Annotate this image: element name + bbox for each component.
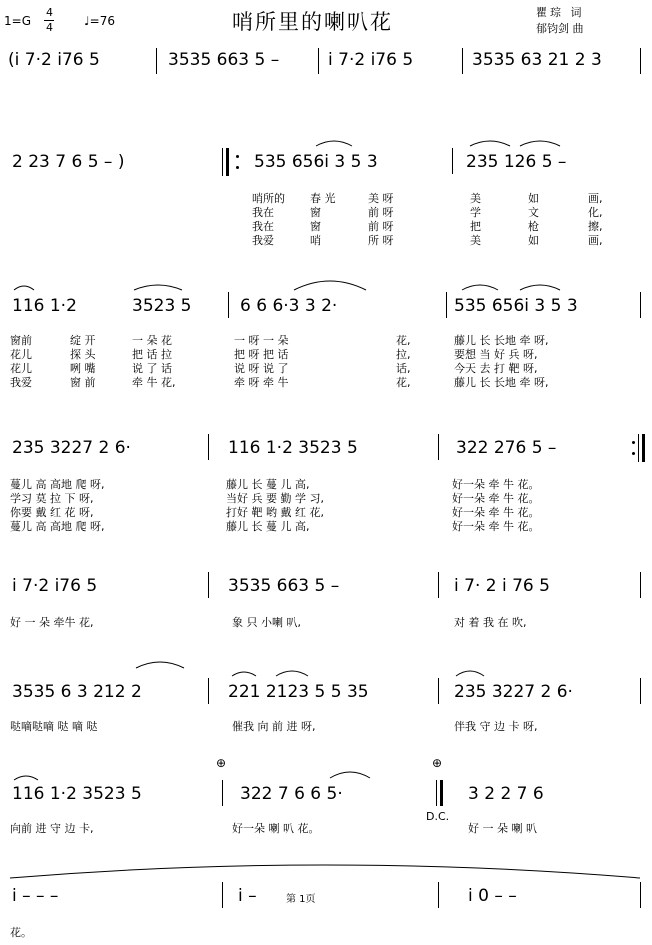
time-signature-bottom: 4 — [46, 21, 53, 34]
slur — [330, 772, 370, 778]
slur — [470, 141, 510, 146]
slur — [520, 285, 560, 290]
lyric-verse-4: 蔓儿 高 高地 爬 呀, 藤儿 长 蔓 儿 高, 好一朵 牵 牛 花。 — [10, 520, 540, 533]
system-7-lyrics: 向前 进 守 边 卡, 好一朵 喇 叭 花。 好 一 朵 喇 叭 — [10, 822, 537, 835]
measure: i – – – — [12, 886, 59, 906]
measure: 235 3227 2 6· — [454, 682, 573, 702]
long-tie — [10, 865, 640, 878]
measure: 116 1·2 — [12, 296, 77, 316]
lyric-verse-1: 窗前 绽 开 一 朵 花 一 呀 一 朵 花, 藤儿 长 长地 牵 呀, — [10, 334, 549, 347]
lyric-verse-2: 花儿 探 头 把 话 拉 把 呀 把 话 拉, 要想 当 好 兵 呀, — [10, 348, 538, 361]
measure: i 7·2 i76 5 — [328, 50, 414, 70]
key-signature: 1=G — [4, 14, 31, 28]
coda-sign-icon: ⊕ — [432, 756, 443, 770]
slur — [134, 285, 182, 290]
slur — [136, 662, 184, 668]
lyric-verse-3: 你要 戴 红 花 呀, 打好 靶 哟 戴 红 花, 好一朵 牵 牛 花。 — [10, 506, 540, 519]
slur — [232, 672, 256, 676]
lyric-verse-2: 我在 窗 前 呀 学 文 化, — [252, 206, 603, 219]
lyric-verse-1: 哨所的 春 光 美 呀 美 如 画, — [252, 192, 603, 205]
lyric-verse-4: 我爱 窗 前 牵 牛 花, 牵 呀 牵 牛 花, 藤儿 长 长地 牵 呀, — [10, 376, 549, 389]
composer-credit: 郁钧剑 曲 — [536, 22, 584, 35]
measure: 235 126 5 – — [466, 152, 567, 172]
measure: 3523 5 — [132, 296, 192, 316]
lyric-verse-4: 我爱 哨 所 呀 美 如 画, — [252, 234, 603, 247]
lyric-verse-3: 花儿 咧 嘴 说 了 话 说 呀 说 了 话, 今天 去 打 靶 呀, — [10, 362, 538, 375]
measure: 221 2123 5 5 35 — [228, 682, 369, 702]
measure: 535 656i 3 5 3 — [254, 152, 378, 172]
system-8-lyrics: 花。 — [10, 926, 32, 939]
measure: 3535 6 3 212 2 — [12, 682, 142, 702]
page-number: 第 1页 — [286, 894, 316, 905]
measure: 235 3227 2 6· — [12, 438, 131, 458]
measure: 3535 63 21 2 3 — [472, 50, 602, 70]
slur — [294, 281, 366, 290]
lyricist-credit: 瞿琮 词 — [536, 6, 585, 19]
slur — [276, 671, 308, 676]
measure: 322 276 5 – — [456, 438, 557, 458]
slur — [462, 285, 498, 290]
lyric-verse-1: 蔓儿 高 高地 爬 呀, 藤儿 长 蔓 儿 高, 好一朵 牵 牛 花。 — [10, 478, 540, 491]
measure: 535 656i 3 5 3 — [454, 296, 578, 316]
lyric-verse-3: 我在 窗 前 呀 把 枪 擦, — [252, 220, 603, 233]
lyric-verse-2: 学习 莫 拉 下 呀, 当好 兵 要 勤 学 习, 好一朵 牵 牛 花。 — [10, 492, 540, 505]
coda-sign-icon: ⊕ — [216, 756, 227, 770]
measure: i 0 – – — [468, 886, 517, 906]
measure: 116 1·2 3523 5 — [228, 438, 358, 458]
slur — [456, 671, 484, 676]
measure: 3535 663 5 – — [228, 576, 340, 596]
time-signature-top: 4 — [46, 6, 53, 19]
measure: 3 2 2 7 6 — [468, 784, 544, 804]
measure: i – — [238, 886, 257, 906]
measure: 3535 663 5 – — [168, 50, 280, 70]
measure: 116 1·2 3523 5 — [12, 784, 142, 804]
measure: i 7· 2 i 76 5 — [454, 576, 550, 596]
page-title: 哨所里的喇叭花 — [232, 10, 393, 34]
measure: (i 7·2 i76 5 — [8, 50, 100, 70]
slur — [520, 141, 560, 146]
da-capo-marking: D.C. — [426, 810, 450, 823]
slur — [316, 141, 352, 146]
measure: i 7·2 i76 5 — [12, 576, 98, 596]
measure: 2 23 7 6 5 – ) — [12, 152, 125, 172]
system-6-lyrics: 哒嘀哒嘀 哒 嘀 哒 催我 向 前 进 呀, 伴我 守 边 卡 呀, — [10, 720, 538, 733]
slur — [14, 286, 34, 290]
measure: 322 7 6 6 5· — [240, 784, 343, 804]
measure: 6 6 6·3 3 2· — [240, 296, 338, 316]
system-5-lyrics: 好 一 朵 牵牛 花, 象 只 小喇 叭, 对 着 我 在 吹, — [10, 616, 527, 629]
tempo-marking: ♩=76 — [84, 14, 115, 28]
slur — [14, 776, 38, 780]
